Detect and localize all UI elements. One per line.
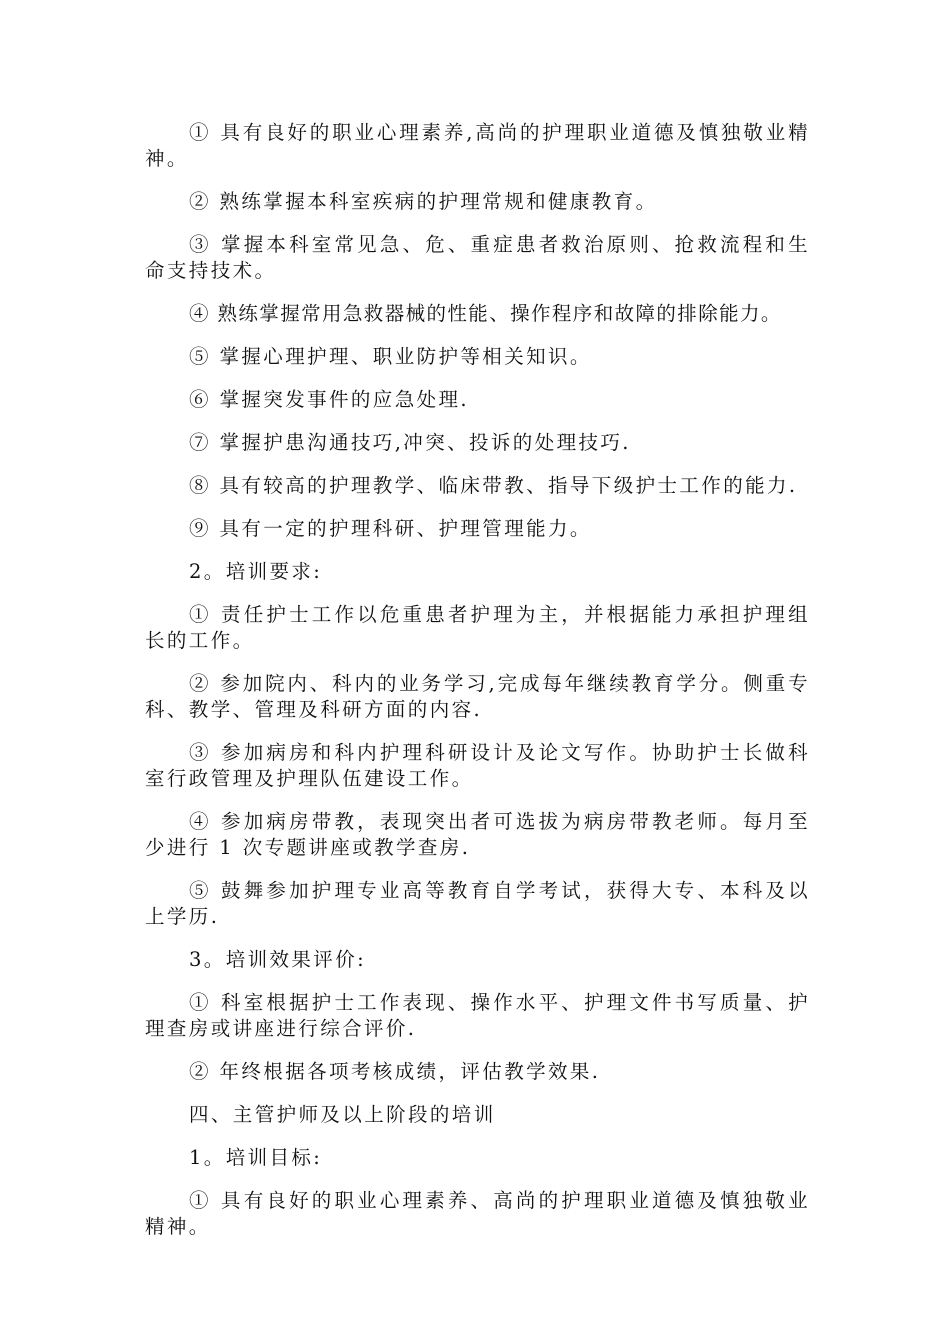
paragraph: ⑥ 掌握突发事件的应急处理. <box>189 388 469 411</box>
paragraph: ⑧ 具有较高的护理教学、临床带教、指导下级护士工作的能力. <box>189 474 798 497</box>
section-heading: 1。培训目标: <box>189 1146 323 1169</box>
paragraph: ③ 参加病房和科内护理科研设计及论文写作。协助护士长做科室行政管理及护理队伍建设工作。 <box>145 741 810 790</box>
chapter-heading: 四、主管护师及以上阶段的培训 <box>189 1103 496 1126</box>
paragraph: ⑤ 掌握心理护理、职业防护等相关知识。 <box>189 345 592 368</box>
paragraph: ① 具有良好的职业心理素养、高尚的护理职业道德及慎独敬业精神。 <box>145 1189 810 1238</box>
paragraph: ② 年终根据各项考核成绩，评估教学效果. <box>189 1060 601 1083</box>
document-body <box>145 120 810 1257</box>
paragraph: ⑦ 掌握护患沟通技巧,冲突、投诉的处理技巧. <box>189 431 631 454</box>
paragraph: ① 责任护士工作以危重患者护理为主，并根据能力承担护理组长的工作。 <box>145 603 810 652</box>
paragraph: ④ 熟练掌握常用急救器械的性能、操作程序和故障的排除能力。 <box>189 302 782 325</box>
paragraph: ⑤ 鼓舞参加护理专业高等教育自学考试，获得大专、本科及以上学历. <box>145 879 810 928</box>
section-heading: 2。培训要求: <box>189 560 323 583</box>
paragraph: ① 科室根据护士工作表现、操作水平、护理文件书写质量、护理查房或讲座进行综合评价. <box>145 991 810 1040</box>
paragraph: ② 熟练掌握本科室疾病的护理常规和健康教育。 <box>189 190 658 213</box>
section-heading: 3。培训效果评价: <box>189 948 367 971</box>
paragraph: ③ 掌握本科室常见急、危、重症患者救治原则、抢救流程和生命支持技术。 <box>145 233 810 282</box>
paragraph: ⑨ 具有一定的护理科研、护理管理能力。 <box>189 517 592 540</box>
paragraph: ① 具有良好的职业心理素养,高尚的护理职业道德及慎独敬业精神。 <box>145 121 810 170</box>
paragraph: ② 参加院内、科内的业务学习,完成每年继续教育学分。侧重专科、教学、管理及科研方面的内容. <box>145 672 810 721</box>
paragraph: ④ 参加病房带教，表现突出者可选拔为病房带教老师。每月至少进行 1 次专题讲座或教学查房. <box>145 810 810 859</box>
